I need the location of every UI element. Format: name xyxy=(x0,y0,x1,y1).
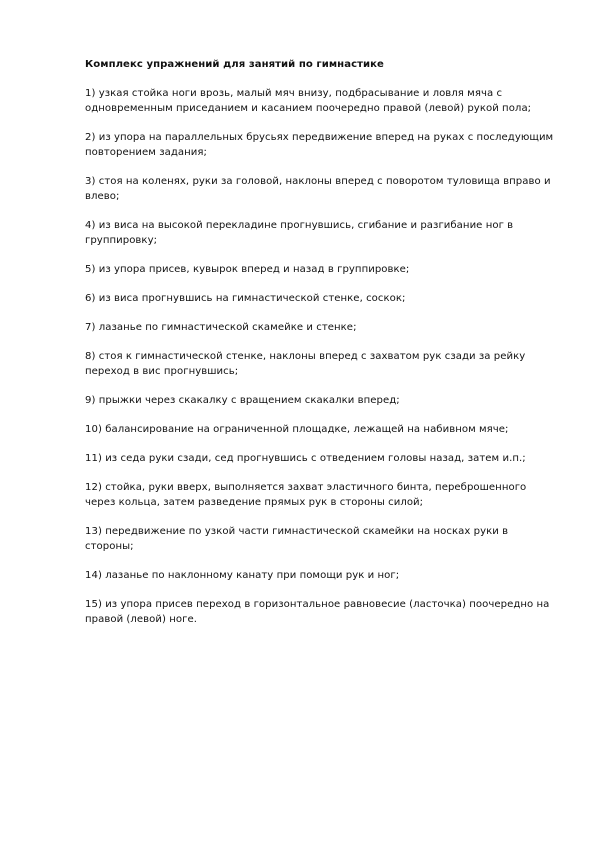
exercise-item-7: 7) лазанье по гимнастической скамейке и стенке; xyxy=(85,322,357,333)
exercise-item-11: 11) из седа руки сзади, сед прогнувшись с отведением головы назад, затем и.п.; xyxy=(85,453,526,464)
document-title: Комплекс упражнений для занятий по гимнастике xyxy=(85,59,384,70)
exercise-item-8: 8) стоя к гимнастической стенке, наклоны вперед с захватом рук сзади за рейку переход в вис прогнувшись; xyxy=(85,351,526,377)
exercise-item-12: 12) стойка, руки вверх, выполняется захват эластичного бинта, переброшенного через кольца, затем разведение прямых рук в стороны силой; xyxy=(85,482,527,508)
exercise-item-6: 6) из виса прогнувшись на гимнастической стенке, соскок; xyxy=(85,293,406,304)
exercise-item-9: 9) прыжки через скакалку с вращением скакалки вперед; xyxy=(85,395,400,406)
exercise-item-13: 13) передвижение по узкой части гимнастической скамейки на носках руки в стороны; xyxy=(85,526,509,552)
exercise-item-1: 1) узкая стойка ноги врозь, малый мяч внизу, подбрасывание и ловля мяча с одновременным приседанием и касанием поочередно правой (левой) рукой пола; xyxy=(85,88,532,114)
exercise-item-14: 14) лазанье по наклонному канату при помощи рук и ног; xyxy=(85,570,400,581)
exercise-item-2: 2) из упора на параллельных брусьях передвижение вперед на руках с последующим повторением задания; xyxy=(85,132,554,158)
exercise-item-15: 15) из упора присев переход в горизонтальное равновесие (ласточка) поочередно на правой (левой) ноге. xyxy=(85,599,550,625)
exercise-item-3: 3) стоя на коленях, руки за головой, наклоны вперед с поворотом туловища вправо и влево; xyxy=(85,176,551,202)
exercise-item-5: 5) из упора присев, кувырок вперед и назад в группировке; xyxy=(85,264,410,275)
exercise-item-4: 4) из виса на высокой перекладине прогнувшись, сгибание и разгибание ног в группировку; xyxy=(85,220,514,246)
document-body xyxy=(85,57,557,641)
exercise-item-10: 10) балансирование на ограниченной площадке, лежащей на набивном мяче; xyxy=(85,424,509,435)
